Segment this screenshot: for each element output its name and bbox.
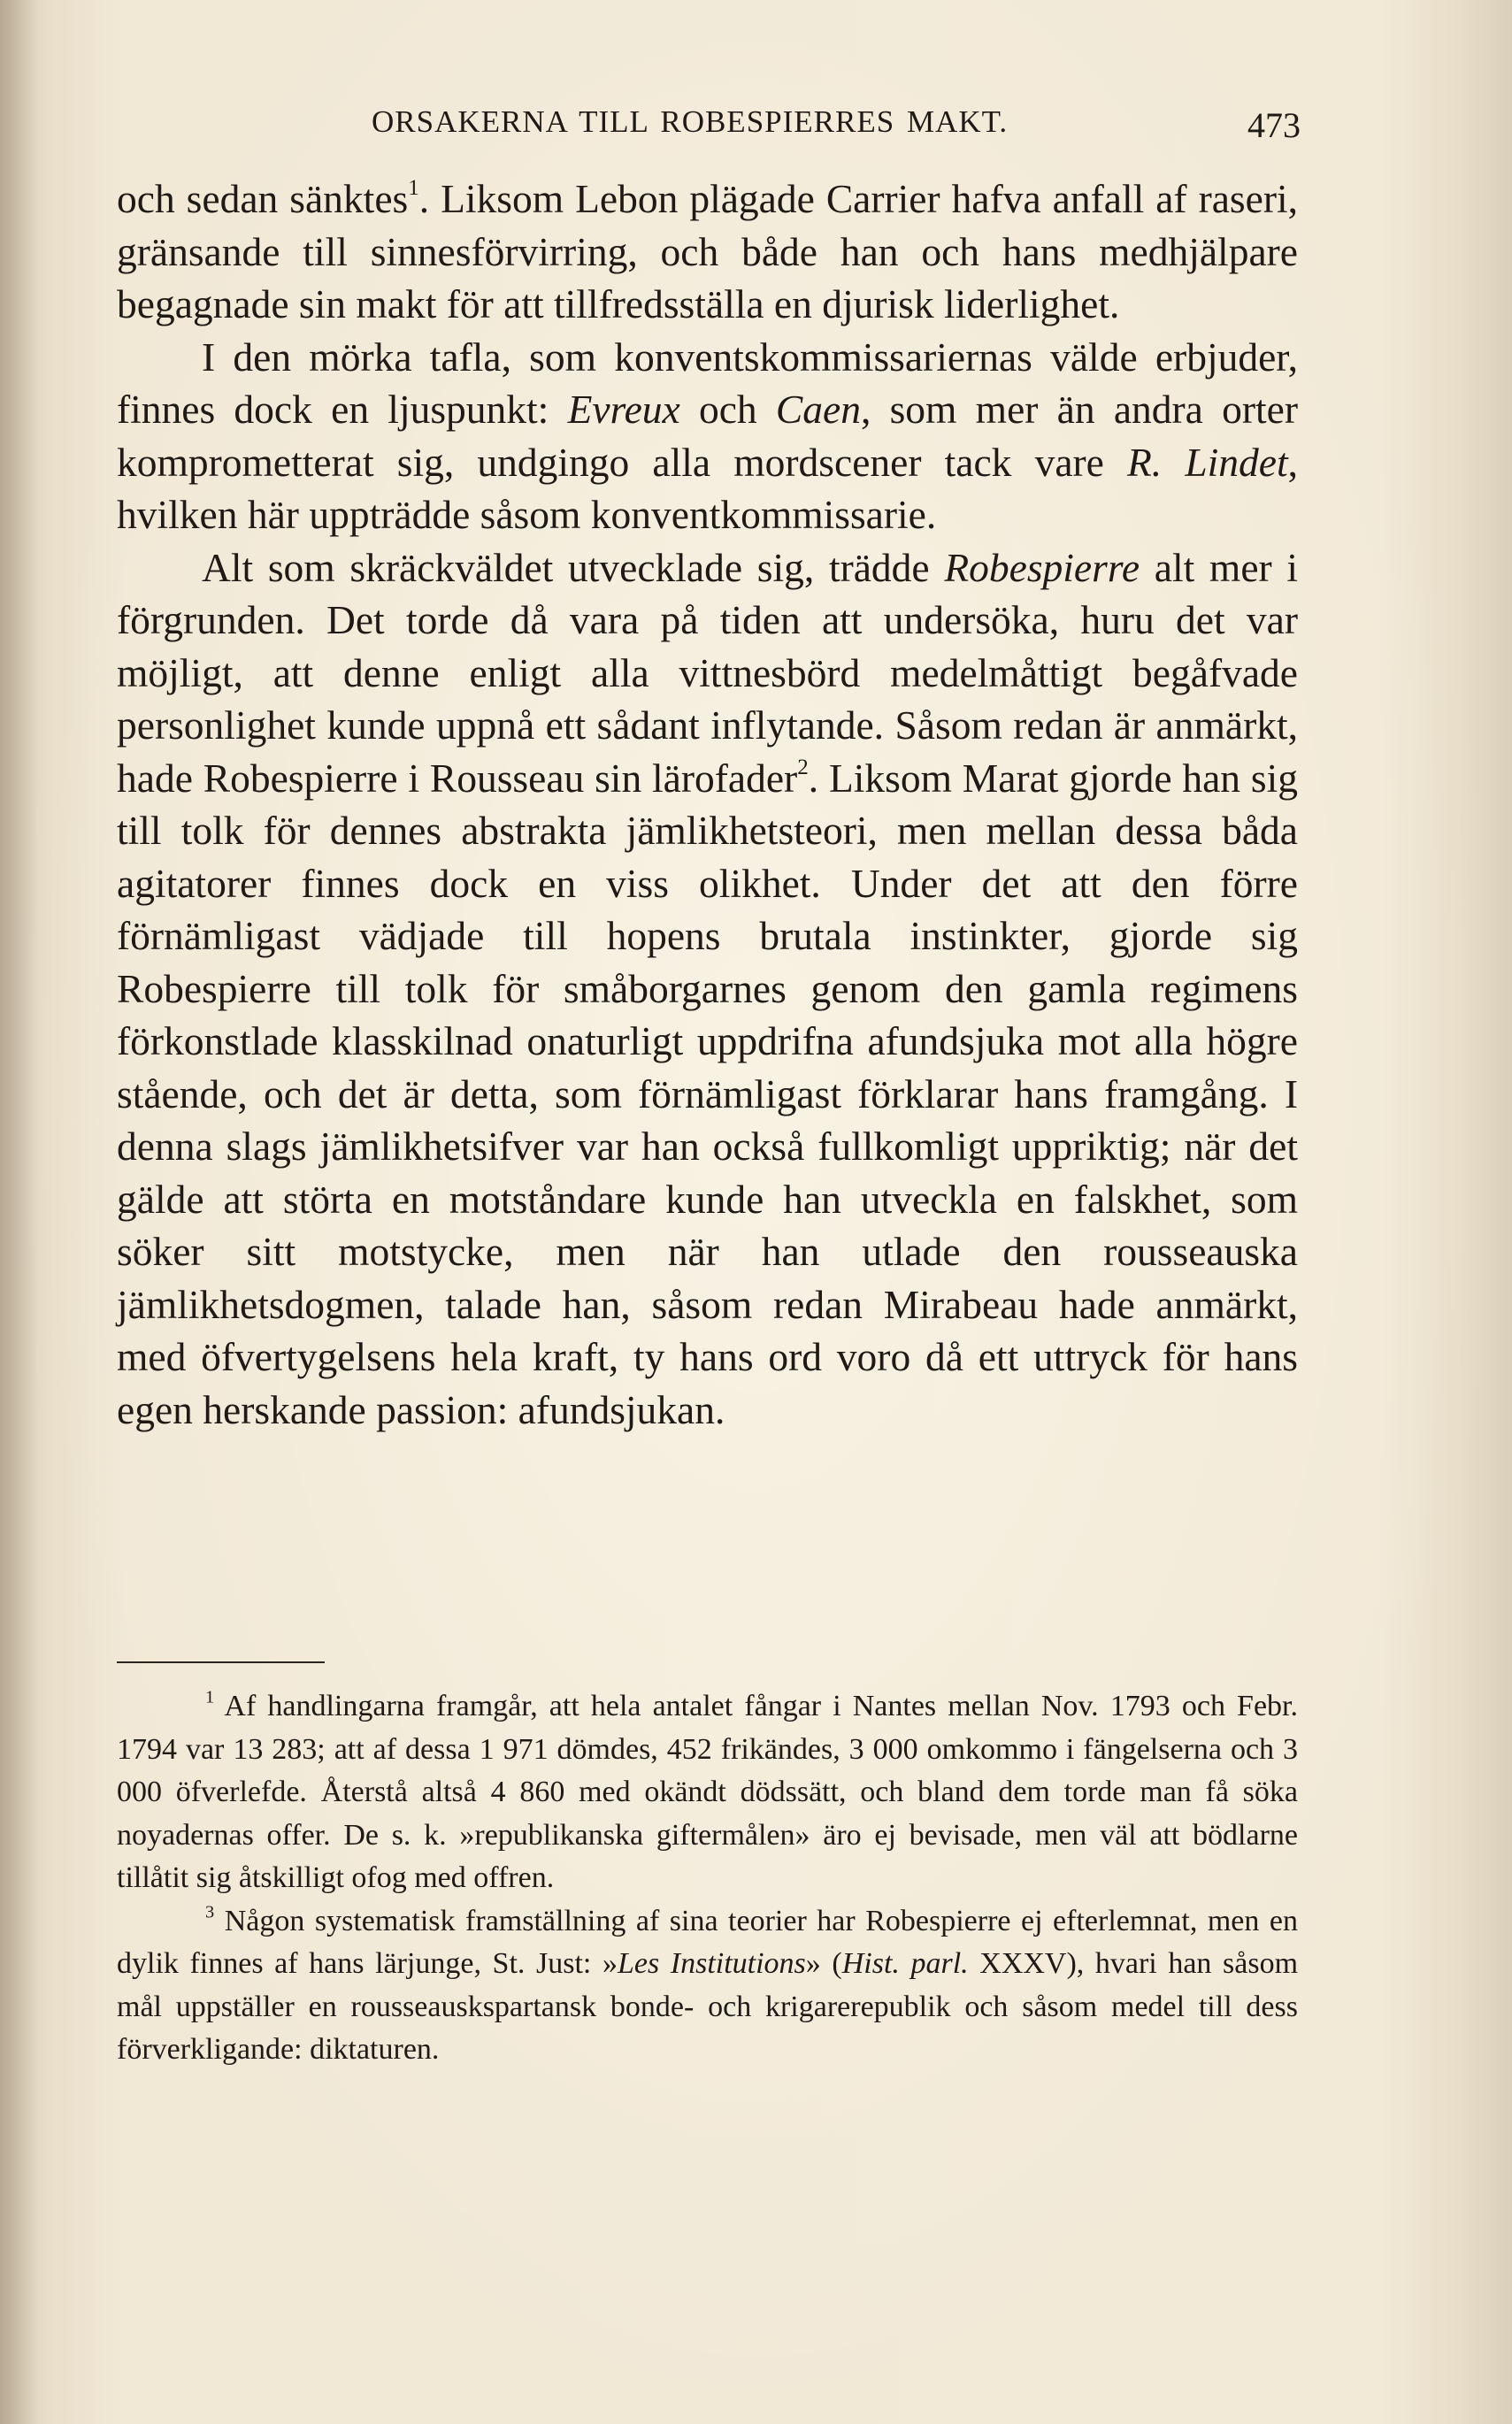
paragraph-3-text-c: . Liksom Marat gjorde han sig till tolk för dennes abstrakta jämlikhetsteori, men mellan dessa båda agitatorer finnes dock en viss olikhet. Under det att den förre förnämligast vädjade till hopens brutala instinkter, gjorde sig Robespierre till tolk för småborgarnes genom den gamla regimens förkonstlade klasskilnad onaturligt uppdrifna afundsjuka mot alla högre stående, och det är detta, som förnämligast förklarar hans framgång. I denna slags jämlikhetsifver var han också fullkomligt uppriktig; när det gälde att störta en motståndare kunde han utveckla en falskhet, som söker sitt motstycke, men när han utlade den rousseauska jämlikhetsdogmen, talade han, såsom redan Mirabeau hade anmärkt, med öfvertygelsens hela kraft, ty hans ord voro då ett uttryck för hans egen herskande passion: afundsjukan. <box>117 755 1298 1432</box>
footnote-1 <box>117 1685 1298 1900</box>
footnote-ref-1: 1 <box>408 175 419 200</box>
work-title-hist-parl: Hist. parl. <box>841 1947 969 1980</box>
footnote-2-text-c: XXXV), hvari han såsom mål uppställer en rousseauskspartansk bonde- och krigarerepublik och såsom medel till dess förverkligande: diktaturen. <box>117 1947 1299 2066</box>
work-title-institutions: Les Institutions <box>617 1947 806 1980</box>
paragraph-1 <box>117 173 1298 331</box>
footnote-2-text-a: Någon systematisk framställning af sina teorier har Robespierre ej efterlemnat, men en dylik finnes af hans lärjunge, St. Just: » <box>117 1904 1299 1980</box>
footnotes <box>117 1685 1298 2072</box>
paragraph-3-text-b: alt mer i förgrunden. Det torde då vara på tiden att undersöka, huru det var möjligt, att denne enligt alla vittnesbörd medelmåttigt begåfvade personlighet kunde uppnå ett sådant inflytande. Såsom redan är anmärkt, hade Robespierre i Rousseau sin lärofader <box>117 544 1299 801</box>
footnote-ref-2: 2 <box>797 755 809 779</box>
gutter-shadow <box>0 0 37 2424</box>
paragraph-3-text-a: Alt som skräckväldet utvecklade sig, trädde <box>202 544 945 590</box>
person-lindet: R. Lindet <box>1127 439 1288 485</box>
place-evreux: Evreux <box>567 387 680 432</box>
paragraph-2-text-c: , som mer än andra orter komprometterat sig, undgingo alla mordscener tack vare <box>117 387 1299 485</box>
running-head: ORSAKERNA TILL ROBESPIERRES MAKT. <box>372 104 1009 139</box>
paragraph-2-text-d: , hvilken här uppträdde såsom konventkommissarie. <box>117 439 1298 537</box>
paragraph-2-text-b: och <box>679 387 776 432</box>
paragraph-2-text-a: I den mörka tafla, som konventskommissariernas välde erbjuder, finnes dock en ljuspunkt: <box>117 334 1298 432</box>
page-number: 473 <box>1247 105 1301 145</box>
footnote-1-text: Af handlingarna framgår, att hela antalet fångar i Nantes mellan Nov. 1793 och Febr. 1794 var 13 283; att af dessa 1 971 dömdes, 452 frikändes, 3 000 omkommo i fängelserna och 3 000 öfverlefde. Återstå altså 4 860 med okändt dödssätt, och bland dem torde man få söka noyadernas offer. De s. k. »republikanska giftermålen» äro ej bevisade, men väl att bödlarne tillåtit sig åtskilligt ofog med offren. <box>117 1690 1298 1894</box>
footnote-2 <box>117 1900 1298 2072</box>
paragraph-1-text-a: och sedan sänktes <box>117 176 409 221</box>
place-caen: Caen <box>775 387 861 432</box>
footnote-1-marker: 1 <box>205 1687 215 1707</box>
paragraph-1-text-b: . Liksom Lebon plägade Carrier hafva anfall af raseri, gränsande till sinnesförvirring, och både han och hans medhjälpare begagnade sin makt för att tillfredsställa en djurisk liderlighet. <box>117 176 1298 326</box>
paragraph-2 <box>117 331 1298 541</box>
page-header <box>372 104 1301 149</box>
footnote-2-text-b: » ( <box>805 1947 842 1980</box>
paragraph-3 <box>117 541 1298 1437</box>
footnote-2-marker: 3 <box>205 1902 215 1922</box>
body-text <box>117 173 1298 1436</box>
footnote-divider <box>117 1661 325 1663</box>
person-robespierre: Robespierre <box>944 544 1140 590</box>
